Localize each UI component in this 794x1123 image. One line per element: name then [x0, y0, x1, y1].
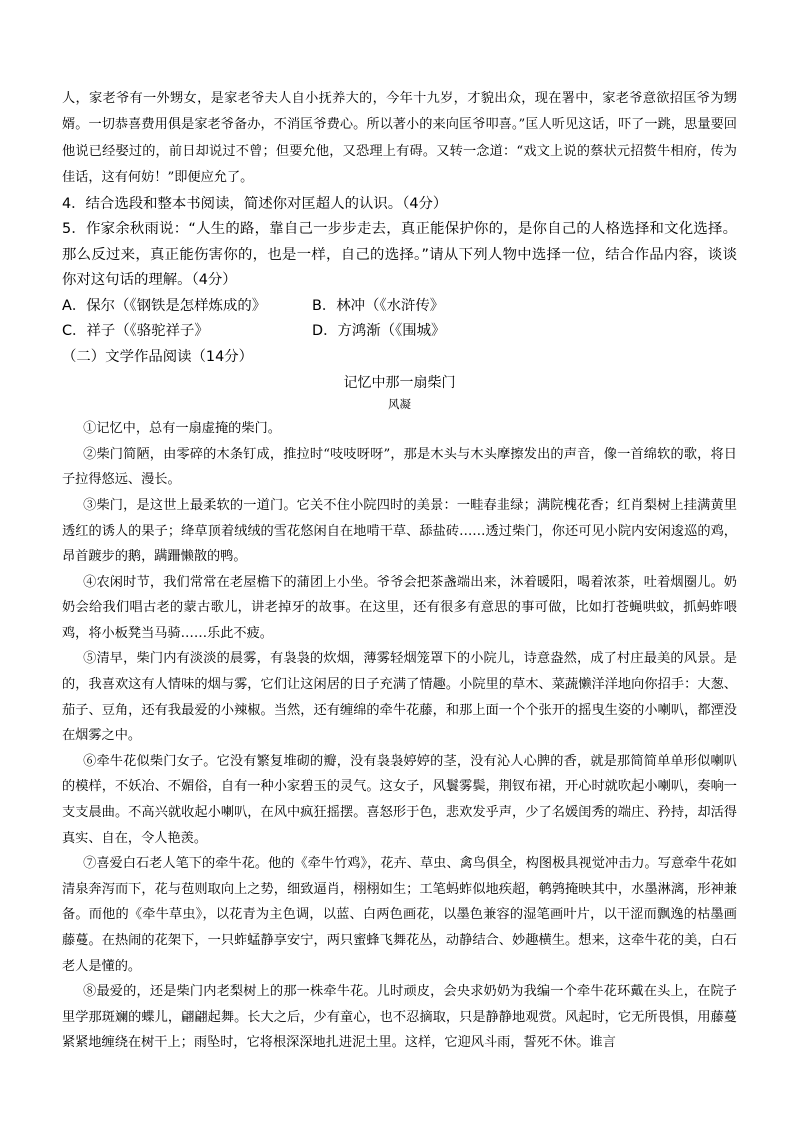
options-row-2 [62, 319, 737, 345]
section-heading: （二）文学作品阅读（14分） [62, 348, 253, 365]
paragraph-5: ⑤清早，柴门内有淡淡的晨雾，有袅袅的炊烟，薄雾轻烟笼罩下的小院儿，诗意盎然，成了村庄最美的风景。是的，我喜欢这有人情味的烟与雾，它们让这闲居的日子充满了情趣。小院里的草木、菜蔬懒洋洋地向你招手：大葱、茄子、豆角，还有我最爱的小辣椒。当然，还有缠绵的牵牛花藤，和那上面一个个张开的摇曳生姿的小喇叭，都湮没在烟雾之中。 [62, 651, 737, 744]
article-author: 风凝 [388, 397, 411, 412]
novel-excerpt-tail: 人，家老爷有一外甥女，是家老爷夫人自小抚养大的，今年十九岁，才貌出众，现在署中，家老爷意欲招匡爷为甥婿。一切恭喜费用俱是家老爷备办，不消匡爷费心。所以著小的来向匡爷叩喜。”匡人听见这话，吓了一跳，思量要回他说已经娶过的，前日却说过不曾；但要允他，又恐理上有碍。又转一念道：“戏文上说的蔡状元招赘牛相府，传为佳话，这有何妨！”即便应允了。 [62, 91, 737, 186]
document-page [62, 86, 737, 1056]
paragraph-7: ⑦喜爱白石老人笔下的牵牛花。他的《牵牛竹鸡》，花卉、草虫、禽鸟俱全，构图极具视觉冲击力。写意牵牛花如清泉奔泻而下，花与苞则取向上之势，细致逼肖，栩栩如生；工笔蚂蚱似地疾超，鹌鹑掩映其中，水墨淋漓，形神兼备。而他的《牵牛草虫》，以花青为主色调，以蓝、白两色画花，以墨色兼容的湿笔画叶片，以干涩而飘逸的枯墨画藤蔓。在热闹的花架下，一只蚱蜢静享安宁，两只蜜蜂飞舞花丛，动静结合、妙趣横生。想来，这牵牛花的美，白石老人是懂的。 [62, 856, 737, 974]
article-title: 记忆中那一扇柴门 [343, 375, 456, 392]
paragraph-1: ①记忆中，总有一扇虚掩的柴门。 [83, 421, 281, 437]
question-4: 4．结合选段和整本书阅读，简述你对匡超人的认识。（4分） [62, 195, 448, 212]
paragraph-3: ③柴门，是这世上最柔软的一道门。它关不住小院四时的美景：一畦春韭绿；满院槐花香；红肖梨树上挂满黄里透红的诱人的果子；绛草顶着绒绒的雪花悠闲自在地啃干草、舔盐砖……透过柴门，你还可见小院内安闲逡巡的鸡，昂首踱步的鹅，蹒跚懒散的鸭。 [62, 497, 737, 565]
option-d: D．方鸿渐（《围城》 [312, 323, 446, 340]
option-b: B．林冲（《水浒传》 [312, 297, 445, 314]
option-c: C．祥子（《骆驼祥子》 [62, 323, 209, 340]
paragraph-6: ⑥牵牛花似柴门女子。它没有繁复堆砌的瓣，没有袅袅婷婷的茎，没有沁人心脾的香，就是那简简单单形似喇叭的模样，不妖冶、不媚俗，自有一种小家碧玉的灵气。这女子，风鬟雾鬓，荆钗布裙，开心时就吹起小喇叭，奏响一支支晨曲。不高兴就收起小喇叭，在风中疯狂摇摆。喜怒形于色，悲欢发乎声，少了名媛闺秀的端庄、矜持，却活得真实、自在，令人艳羡。 [62, 753, 737, 846]
options-row-1 [62, 294, 737, 320]
paragraph-2: ②柴门简陋，由零碎的木条钉成，推拉时“吱吱呀呀”，那是木头与木头摩擦发出的声音，像一首绵软的歌，将日子拉得悠远、漫长。 [62, 446, 737, 488]
paragraph-8: ⑧最爱的，还是柴门内老梨树上的那一株牵牛花。儿时顽皮，会央求奶奶为我编一个牵牛花环戴在头上，在院子里学那斑斓的蝶儿，翩翩起舞。长大之后，少有童心，也不忍摘取，只是静静地观赏。风起时，它无所畏惧，用藤蔓紧紧地缠绕在树干上；雨坠时，它将根深深地扎进泥土里。这样，它迎风斗雨，誓死不休。谁言 [62, 984, 737, 1051]
question-5: 5．作家余秋雨说：“人生的路，靠自己一步步走去，真正能保护你的，是你自己的人格选择和文化选择。那么反过来，真正能伤害你的，也是一样，自己的选择。”请从下列人物中选择一位，结合作品内容，谈谈你对这句话的理解。（4分） [62, 221, 737, 289]
option-a: A．保尔（《钢铁是怎样炼成的》 [62, 297, 267, 314]
paragraph-4: ④农闲时节，我们常常在老屋檐下的蒲团上小坐。爷爷会把茶盏端出来，沐着暖阳，喝着浓茶，吐着烟圈儿。奶奶会给我们唱古老的蒙古歌儿，讲老掉牙的故事。在这里，还有很多有意思的事可做，比如打苍蝇哄蚊，抓蚂蚱喂鸡，将小板凳当马骑……乐此不疲。 [62, 574, 737, 641]
